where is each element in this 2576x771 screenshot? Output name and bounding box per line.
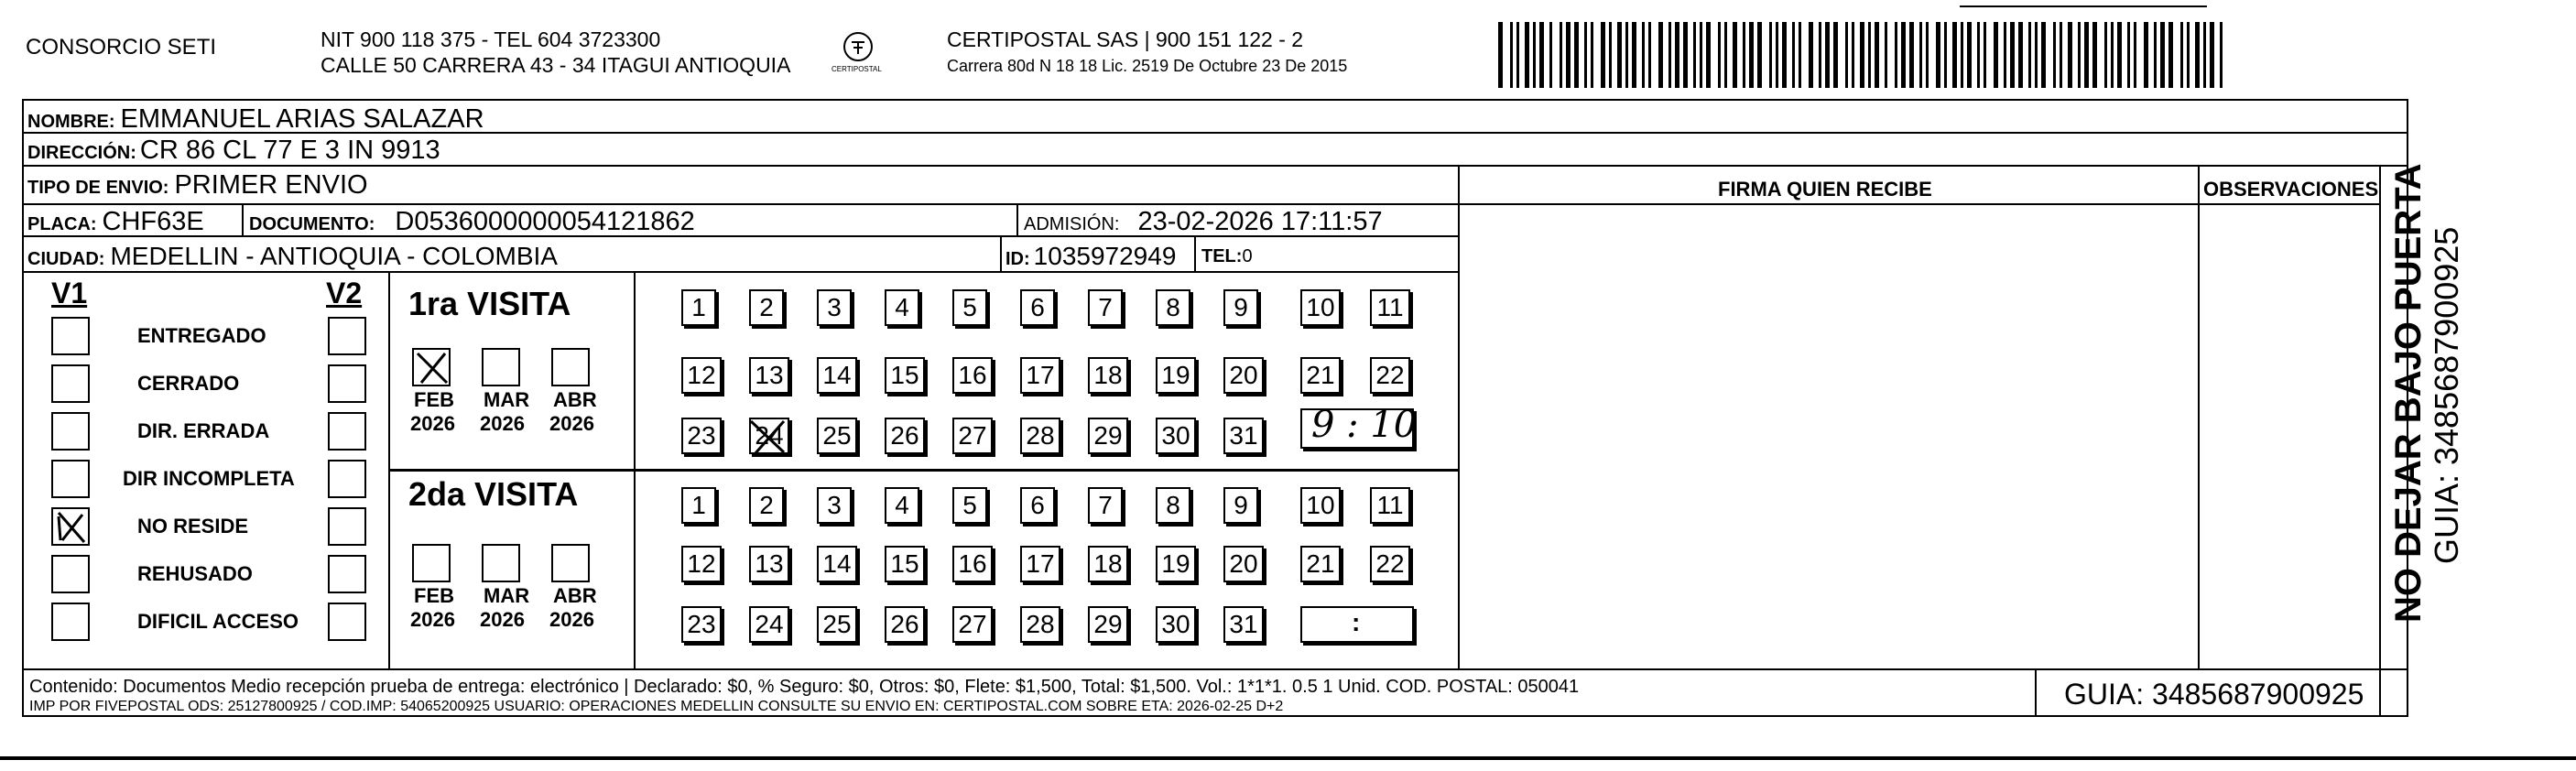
barcode-bar (2144, 22, 2148, 88)
day-box[interactable]: 9 (1223, 289, 1258, 326)
day-box[interactable]: 12 (681, 357, 722, 394)
col-divider (1458, 167, 1460, 670)
day-box[interactable]: 2 (749, 487, 784, 524)
certipostal-logo-icon (842, 31, 874, 62)
day-box[interactable]: 24 (749, 418, 789, 454)
second-visit-title: 2da VISITA (408, 475, 579, 513)
day-box[interactable]: 3 (817, 487, 852, 524)
day-box[interactable]: 21 (1300, 357, 1341, 394)
barcode-bar (1693, 22, 1696, 88)
v2-checkbox[interactable] (328, 364, 366, 403)
day-box[interactable]: 26 (885, 418, 925, 454)
plate: CHF63E (102, 207, 204, 236)
barcode-bar (2092, 22, 2097, 88)
v1-checkbox[interactable] (51, 317, 90, 355)
status-label: NO RESIDE (137, 515, 249, 538)
company-left: CONSORCIO SETI (26, 35, 217, 60)
barcode-bar (1648, 22, 1651, 88)
recipient-name: EMMANUEL ARIAS SALAZAR (120, 104, 484, 134)
barcode-bar (2117, 22, 2122, 88)
v1-label: V1 (51, 277, 88, 309)
day-box[interactable]: 30 (1156, 606, 1196, 643)
license-line: Carrera 80d N 18 18 Lic. 2519 De Octubre 23 De 2015 (947, 57, 1348, 75)
v2-checkbox[interactable] (328, 603, 366, 641)
day-box[interactable]: 15 (885, 357, 925, 394)
barcode-bar (2004, 22, 2006, 88)
id-label: ID: (1005, 249, 1030, 269)
barcode-bar (2187, 22, 2190, 88)
barcode-bar (1984, 22, 1986, 88)
barcode-bar (1706, 22, 1711, 88)
month-label: MAR (484, 584, 530, 607)
barcode-bar (1675, 22, 1679, 88)
day-box[interactable]: 7 (1088, 289, 1123, 326)
status-label: DIFICIL ACCESO (137, 610, 299, 633)
day-box[interactable]: 20 (1223, 546, 1264, 582)
barcode-bar (2168, 22, 2173, 88)
day-box[interactable]: 16 (952, 357, 993, 394)
v2-checkbox[interactable] (328, 555, 366, 593)
nit-line: NIT 900 118 375 - TEL 604 3723300 (321, 27, 661, 51)
barcode-bar (2018, 22, 2023, 88)
row-divider (22, 165, 2408, 167)
v2-checkbox[interactable] (328, 317, 366, 355)
day-box[interactable]: 18 (1088, 546, 1128, 582)
barcode-bar (1642, 22, 1645, 88)
plate-label: PLACA: (27, 214, 97, 234)
month-checkbox[interactable] (482, 348, 520, 386)
day-box[interactable]: 13 (749, 546, 789, 582)
barcode-bar (2010, 22, 2015, 88)
day-box[interactable]: 23 (681, 606, 722, 643)
day-box[interactable]: 8 (1156, 487, 1190, 524)
day-box[interactable]: 1 (681, 289, 716, 326)
day-box[interactable]: 6 (1020, 487, 1055, 524)
handwritten-time: 9 : 10 (1311, 404, 1418, 446)
barcode-bar (1799, 22, 1801, 88)
day-box[interactable]: 13 (749, 357, 789, 394)
day-box[interactable]: 25 (817, 606, 857, 643)
v1-checkbox[interactable] (51, 364, 90, 403)
guia-box: GUIA: 3485687900925 (2064, 678, 2364, 711)
day-box[interactable]: 14 (817, 357, 857, 394)
barcode-bar (2203, 22, 2206, 88)
barcode-bar (1658, 22, 1663, 88)
day-box[interactable]: 30 (1156, 418, 1196, 454)
col-divider (1000, 235, 1002, 272)
barcode-bar (2160, 22, 2165, 88)
day-box[interactable]: 27 (952, 418, 993, 454)
barcode-bar (1539, 22, 1544, 88)
month-checkbox[interactable] (412, 544, 451, 582)
barcode-bar (2220, 22, 2223, 88)
row-divider (22, 203, 2379, 205)
time-placeholder: : (1352, 608, 1361, 636)
barcode-bar (1668, 22, 1671, 88)
barcode-bar (2154, 22, 2157, 88)
barcode-bar (2041, 22, 2046, 88)
col-divider (2035, 670, 2037, 716)
col-divider (1016, 203, 1018, 236)
day-box[interactable]: 8 (1156, 289, 1190, 326)
barcode-bar (1860, 22, 1864, 88)
barcode-bar (2210, 22, 2214, 88)
v2-checkbox[interactable] (328, 507, 366, 546)
month-checkbox[interactable] (551, 348, 590, 386)
month-label: MAR (484, 388, 530, 411)
tel-label: TEL: (1201, 246, 1243, 266)
barcode-bar (1809, 22, 1813, 88)
day-box[interactable]: 15 (885, 546, 925, 582)
day-box[interactable]: 10 (1300, 289, 1341, 326)
day-box[interactable]: 3 (817, 289, 852, 326)
first-visit-title: 1ra VISITA (408, 285, 571, 322)
barcode-bar (1825, 22, 1830, 88)
barcode-bar (1733, 22, 1737, 88)
barcode-bar (1909, 22, 1914, 88)
logo-text: CERTIPOSTAL (831, 65, 882, 73)
day-box[interactable]: 5 (952, 487, 987, 524)
barcode-bar (1609, 22, 1612, 88)
day-box[interactable]: 4 (885, 289, 919, 326)
signature-header: FIRMA QUIEN RECIBE (1718, 178, 1932, 201)
barcode-bar (1516, 22, 1519, 88)
footer-divider (22, 668, 2408, 670)
barcode-bar (1769, 22, 1772, 88)
barcode-bar (1525, 22, 1529, 88)
year-label: 2026 (480, 412, 525, 435)
barcode-bar (1617, 22, 1622, 88)
admission-label: ADMISIÓN: (1024, 214, 1120, 234)
barcode-rule (1960, 5, 2207, 7)
name-label: NOMBRE: (27, 112, 115, 132)
barcode-bar (2084, 22, 2089, 88)
barcode-bar (1566, 22, 1571, 88)
day-box[interactable]: 18 (1088, 357, 1128, 394)
recipient-id: 1035972949 (1033, 242, 1177, 270)
barcode-bar (1885, 22, 1887, 88)
barcode-bar (1901, 22, 1906, 88)
v2-checkbox[interactable] (328, 412, 366, 451)
barcode-bar (1852, 22, 1854, 88)
day-box[interactable]: 14 (817, 546, 857, 582)
day-box[interactable]: 26 (885, 606, 925, 643)
month-checkbox[interactable] (482, 544, 520, 582)
barcode-bar (1533, 22, 1536, 88)
day-box[interactable]: 1 (681, 487, 716, 524)
barcode-bar (1601, 22, 1605, 88)
observations-header: OBSERVACIONES (2203, 178, 2379, 201)
day-box[interactable]: 31 (1223, 606, 1264, 643)
barcode-bar (2028, 22, 2031, 88)
visit-divider (388, 469, 1458, 472)
day-box[interactable]: 23 (681, 418, 722, 454)
day-box[interactable]: 7 (1088, 487, 1123, 524)
barcode-bar (2078, 22, 2081, 88)
barcode-bar (1875, 22, 1879, 88)
barcode-bar (2060, 22, 2062, 88)
barcode-bar (2111, 22, 2114, 88)
year-label: 2026 (410, 412, 455, 435)
city-label: CIUDAD: (27, 249, 105, 269)
shipment-type-label: TIPO DE ENVIO: (27, 178, 169, 198)
barcode-bar (1757, 22, 1762, 88)
shipment-type: PRIMER ENVIO (174, 170, 368, 200)
day-box[interactable]: 6 (1020, 289, 1055, 326)
barcode-bar (1574, 22, 1579, 88)
day-box[interactable]: 12 (681, 546, 722, 582)
barcode-bar (1967, 22, 1972, 88)
imp-line: IMP POR FIVEPOSTAL ODS: 25127800925 / COD.IMP: 54065200925 USUARIO: OPERACIONES MEDELLIN CONSULTE SU ENVIO EN: CERTIPOSTAL.COM SOBRE ETA: 2026-02-25 D+2 (29, 699, 1284, 714)
document: D0536000000054121862 (395, 207, 695, 236)
row-divider (22, 271, 1460, 273)
col-divider (2379, 167, 2381, 716)
day-box[interactable]: 17 (1020, 546, 1060, 582)
barcode-bar (2104, 22, 2107, 88)
year-label: 2026 (410, 608, 455, 631)
barcode-bar (1498, 22, 1503, 88)
day-box[interactable]: 19 (1156, 357, 1196, 394)
day-box[interactable]: 10 (1300, 487, 1341, 524)
barcode-bar (1926, 22, 1929, 88)
side-instruction: NO DEJAR BAJO PUERTA (2388, 163, 2429, 623)
day-box[interactable]: 24 (749, 606, 789, 643)
barcode-bar (2053, 22, 2056, 88)
barcode-bar (1819, 22, 1821, 88)
side-guia: GUIA: 3485687900925 (2428, 226, 2465, 564)
day-box[interactable]: 2 (749, 289, 784, 326)
col-divider (2198, 167, 2200, 670)
day-box[interactable]: 9 (1223, 487, 1258, 524)
form-frame (22, 99, 2408, 717)
barcode-bar (1749, 22, 1754, 88)
day-box[interactable]: 29 (1088, 606, 1128, 643)
barcode-bar (2035, 22, 2038, 88)
v1-checkbox[interactable] (51, 460, 90, 498)
barcode-bar (1718, 22, 1721, 88)
status-label: ENTREGADO (137, 324, 266, 347)
barcode-bar (2127, 22, 2130, 88)
visit-divider (634, 271, 636, 668)
month-checkbox[interactable] (551, 544, 590, 582)
day-box[interactable]: 27 (952, 606, 993, 643)
month-label: FEB (414, 584, 454, 607)
v2-checkbox[interactable] (328, 460, 366, 498)
day-box[interactable]: 11 (1370, 289, 1410, 326)
barcode-bar (1919, 22, 1922, 88)
address-line: CALLE 50 CARRERA 43 - 34 ITAGUI ANTIOQUIA (321, 53, 791, 77)
day-box[interactable]: 21 (1300, 546, 1341, 582)
barcode-bar (1700, 22, 1702, 88)
day-box[interactable]: 31 (1223, 418, 1264, 454)
barcode-bar (2068, 22, 2072, 88)
day-box[interactable]: 11 (1370, 487, 1410, 524)
tel: 0 (1242, 246, 1253, 266)
barcode-bar (1977, 22, 1980, 88)
day-box[interactable]: 16 (952, 546, 993, 582)
day-box[interactable]: 22 (1370, 357, 1410, 394)
barcode-bar (1833, 22, 1838, 88)
barcode-bar (1560, 22, 1562, 88)
day-box[interactable]: 28 (1020, 606, 1060, 643)
day-box[interactable]: 20 (1223, 357, 1264, 394)
col-divider (1194, 235, 1196, 272)
city: MEDELLIN - ANTIOQUIA - COLOMBIA (110, 242, 558, 270)
barcode-bar (1994, 22, 1998, 88)
month-label: ABR (553, 584, 597, 607)
company-right: CERTIPOSTAL SAS | 900 151 122 - 2 (947, 27, 1304, 51)
barcode-bar (1584, 22, 1587, 88)
v1-checkbox[interactable] (51, 555, 90, 593)
month-checkbox[interactable] (412, 348, 451, 386)
month-label: FEB (414, 388, 454, 411)
day-box[interactable]: 4 (885, 487, 919, 524)
v1-checkbox[interactable] (51, 603, 90, 641)
barcode-bar (1510, 22, 1513, 88)
barcode-bar (1683, 22, 1688, 88)
content-line: Contenido: Documentos Medio recepción prueba de entrega: electrónico | Declarado: $0, % Seguro: $0, Otros: $0, Flete: $1,500, Total: $1,500. Vol.: 1*1*1. 0.5 1 Unid. COD. POSTAL: 050041 (29, 677, 1580, 697)
address-label: DIRECCIÓN: (27, 143, 136, 163)
barcode-bar (1549, 22, 1552, 88)
month-label: ABR (553, 388, 597, 411)
status-label: DIR INCOMPLETA (123, 467, 295, 490)
v2-label: V2 (326, 277, 363, 309)
barcode-bar (1952, 22, 1957, 88)
barcode-bar (2134, 22, 2136, 88)
recipient-address: CR 86 CL 77 E 3 IN 9913 (139, 136, 440, 165)
barcode-bar (1625, 22, 1628, 88)
day-box[interactable]: 28 (1020, 418, 1060, 454)
status-label: REHUSADO (137, 562, 253, 585)
barcode-bar (1868, 22, 1871, 88)
status-label: CERRADO (137, 372, 240, 395)
v1-checkbox[interactable] (51, 412, 90, 451)
v1-checkbox[interactable] (51, 507, 90, 546)
year-label: 2026 (549, 412, 594, 435)
barcode (1498, 22, 2227, 88)
barcode-bar (1961, 22, 1963, 88)
barcode-bar (2195, 22, 2200, 88)
barcode-bar (1895, 22, 1897, 88)
year-label: 2026 (549, 608, 594, 631)
barcode-bar (1724, 22, 1727, 88)
admission-datetime: 23-02-2026 17:11:57 (1137, 207, 1383, 236)
col-divider (242, 203, 244, 236)
day-box[interactable]: 17 (1020, 357, 1060, 394)
barcode-bar (1632, 22, 1636, 88)
barcode-bar (1776, 22, 1778, 88)
day-box[interactable]: 19 (1156, 546, 1196, 582)
barcode-bar (1782, 22, 1787, 88)
status-label: DIR. ERRADA (137, 419, 270, 442)
barcode-bar (1936, 22, 1940, 88)
barcode-bar (2180, 22, 2183, 88)
cut-line (0, 756, 2576, 760)
day-box[interactable]: 5 (952, 289, 987, 326)
day-box[interactable]: 22 (1370, 546, 1410, 582)
day-box[interactable]: 29 (1088, 418, 1128, 454)
document-label: DOCUMENTO: (249, 214, 375, 234)
barcode-bar (1591, 22, 1593, 88)
barcode-bar (1944, 22, 1947, 88)
year-label: 2026 (480, 608, 525, 631)
barcode-bar (1792, 22, 1795, 88)
barcode-bar (1845, 22, 1848, 88)
day-box[interactable]: 25 (817, 418, 857, 454)
barcode-bar (1743, 22, 1745, 88)
